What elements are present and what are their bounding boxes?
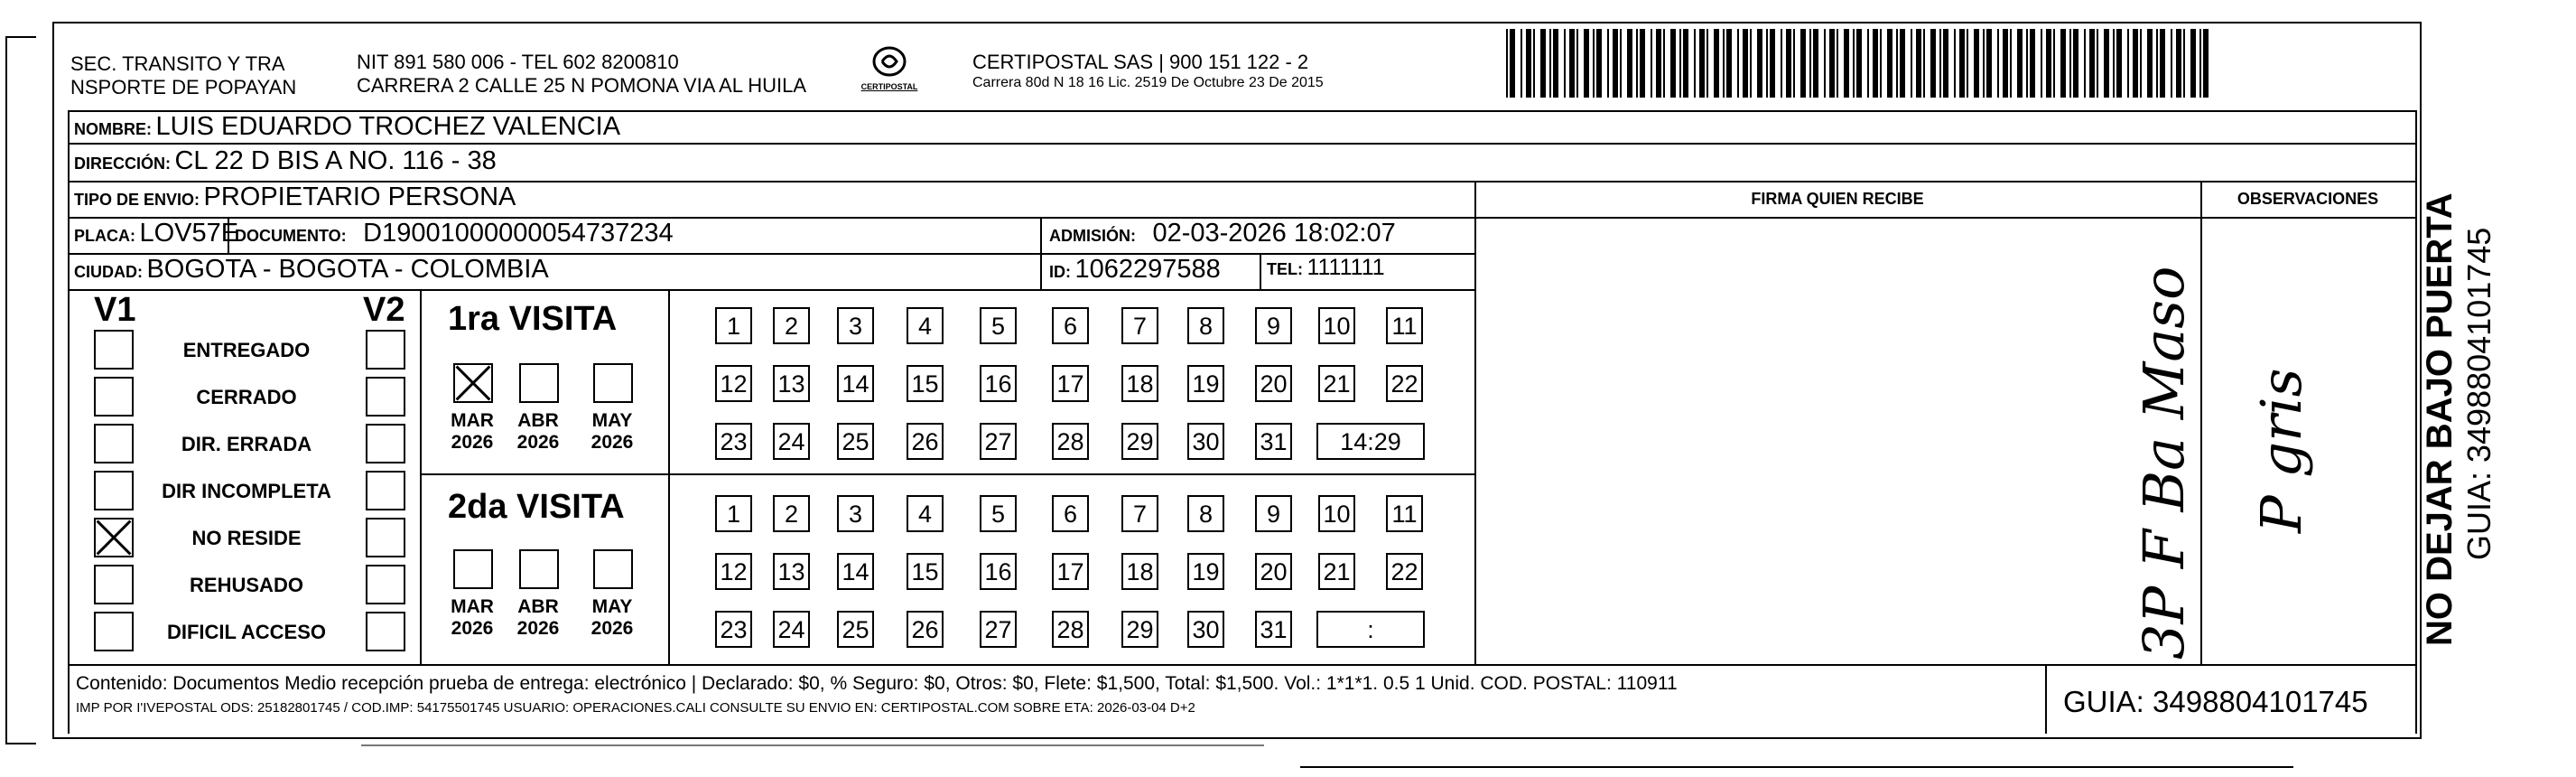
barcode-bar <box>2147 29 2153 98</box>
barcode-bar <box>2041 29 2042 98</box>
month-year: 2026 <box>516 432 560 453</box>
day-box: 26 <box>907 611 944 648</box>
barcode-bar <box>2140 29 2142 98</box>
day-box: 28 <box>1052 423 1089 460</box>
barcode-bar <box>1887 29 1892 98</box>
checkbox-v2 <box>366 377 405 417</box>
grid-line <box>2200 181 2202 664</box>
barcode-bar <box>1974 29 1979 98</box>
month-label: MAR <box>451 410 494 431</box>
day-box: 11 <box>1386 495 1423 532</box>
barcode-bar <box>2203 29 2209 98</box>
barcode <box>1506 0 2264 108</box>
side-guia: GUIA: 3498804101745 <box>2460 227 2497 560</box>
field-id: ID: 1062297588 <box>1049 255 1221 284</box>
day-box: 21 <box>1318 365 1355 402</box>
observation-handwriting: P gris <box>2248 368 2314 533</box>
field-direccion: DIRECCIÓN: CL 22 D BIS A NO. 116 - 38 <box>74 146 497 175</box>
barcode-bar <box>2113 29 2115 98</box>
checkbox-v2 <box>366 565 405 604</box>
barcode-bar <box>1613 29 1618 98</box>
day-box: 14 <box>837 365 874 402</box>
barcode-bar <box>1750 29 1752 98</box>
grid-line <box>2415 110 2417 734</box>
barcode-bar <box>1506 29 1508 98</box>
day-box: 6 <box>1052 307 1089 344</box>
day-box: 8 <box>1187 307 1224 344</box>
barcode-bar <box>1757 29 1762 98</box>
month-year: 2026 <box>451 432 494 453</box>
barcode-bar <box>1607 29 1609 98</box>
barcode-bar <box>1813 29 1818 98</box>
status-label: DIR INCOMPLETA <box>162 480 331 502</box>
day-box: 12 <box>715 365 752 402</box>
month-year: 2026 <box>451 618 494 639</box>
field-placa: PLACA: LOV57E <box>74 219 239 248</box>
day-box: 30 <box>1187 423 1224 460</box>
month-checkbox <box>519 549 559 589</box>
barcode-bar <box>1549 29 1551 98</box>
day-box: 3 <box>837 495 874 532</box>
day-box: 30 <box>1187 611 1224 648</box>
day-box: 2 <box>773 307 810 344</box>
barcode-bar <box>1663 29 1665 98</box>
visit2-title: 2da VISITA <box>448 488 625 526</box>
checkbox-v1 <box>94 471 134 510</box>
day-box: 4 <box>907 307 944 344</box>
field-admision: ADMISIÓN: 02-03-2026 18:02:07 <box>1049 219 1396 248</box>
time-box: : <box>1316 611 1425 648</box>
grid-line <box>68 289 1474 291</box>
day-box: 19 <box>1187 553 1224 590</box>
day-box: 10 <box>1318 495 1355 532</box>
day-box: 5 <box>980 495 1017 532</box>
footer-details: Contenido: Documentos Medio recepción prueba de entrega: electrónico | Declarado: $0, % Seguro: $0, Otros: $0, Flete: $1,500, Total: $1,500. Vol.: 1*1*1. 0.5 1 Unid. COD. POSTAL: 110911 IMP POR I'IVEPOSTAL ODS: 25182801745 / COD.IMP: 54175501745 USUARIO: OPERACIONES.CALI CONSULTE SU ENVIO EN: CERTIPOSTAL.COM SOBRE ETA: 2026-03-04 D+2 <box>76 673 1678 716</box>
barcode-bar <box>1540 29 1546 98</box>
barcode-bar <box>1916 29 1921 98</box>
barcode-bar <box>1726 29 1732 98</box>
barcode-bar <box>2156 29 2158 98</box>
checkbox-v2 <box>366 518 405 557</box>
month-label: MAY <box>591 596 633 617</box>
grid-line <box>68 664 2415 666</box>
day-box: 26 <box>907 423 944 460</box>
barcode-bar <box>2176 29 2181 98</box>
barcode-bar <box>2116 29 2122 98</box>
grid-line <box>1260 253 1261 289</box>
day-box: 11 <box>1386 307 1423 344</box>
barcode-bar <box>1896 29 1898 98</box>
checkbox-v2 <box>366 612 405 651</box>
day-box: 24 <box>773 423 810 460</box>
day-box: 17 <box>1052 365 1089 402</box>
day-box: 13 <box>773 553 810 590</box>
certipostal-logo: CERTIPOSTAL <box>858 45 921 99</box>
barcode-bar <box>2160 29 2165 98</box>
firma-header: FIRMA QUIEN RECIBE <box>1751 190 1924 208</box>
barcode-bar <box>1959 29 1965 98</box>
barcode-bar <box>1699 29 1705 98</box>
visit1-title: 1ra VISITA <box>448 300 618 338</box>
barcode-bar <box>1844 29 1849 98</box>
day-box: 8 <box>1187 495 1224 532</box>
barcode-bar <box>1829 29 1835 98</box>
barcode-bar <box>2053 29 2055 98</box>
day-box: 5 <box>980 307 1017 344</box>
grid-line <box>420 289 422 664</box>
day-box: 31 <box>1255 423 1292 460</box>
barcode-bar <box>1683 29 1688 98</box>
barcode-bar <box>1997 29 1999 98</box>
barcode-bar <box>1627 29 1632 98</box>
barcode-bar <box>2089 29 2095 98</box>
barcode-bar <box>1564 29 1566 98</box>
day-box: 3 <box>837 307 874 344</box>
day-box: 18 <box>1121 553 1158 590</box>
barcode-bar <box>1939 29 1941 98</box>
barcode-bar <box>1930 29 1936 98</box>
barcode-bar <box>2097 29 2098 98</box>
barcode-bar <box>1824 29 1826 98</box>
month-year: 2026 <box>591 432 634 453</box>
observaciones-header: OBSERVACIONES <box>2237 190 2379 208</box>
day-box: 15 <box>907 365 944 402</box>
day-box: 23 <box>715 611 752 648</box>
barcode-bar <box>1520 29 1522 98</box>
status-label: DIR. ERRADA <box>181 433 312 455</box>
day-box: 13 <box>773 365 810 402</box>
barcode-bar <box>2183 29 2185 98</box>
sender-contact: NIT 891 580 006 - TEL 602 8200810 CARRERA 2 CALLE 25 N POMONA VIA AL HUILA <box>357 51 807 97</box>
barcode-bar <box>2030 29 2035 98</box>
day-box: 24 <box>773 611 810 648</box>
grid-line <box>668 289 670 664</box>
day-box: 27 <box>980 611 1017 648</box>
day-box: 19 <box>1187 365 1224 402</box>
barcode-bar <box>1714 29 1719 98</box>
barcode-bar <box>1743 29 1748 98</box>
month-checkbox <box>519 363 559 403</box>
barcode-bar <box>2199 29 2201 98</box>
day-box: 12 <box>715 553 752 590</box>
barcode-bar <box>1781 29 1782 98</box>
barcode-bar <box>1636 29 1638 98</box>
barcode-bar <box>2017 29 2023 98</box>
barcode-bar <box>2060 29 2066 98</box>
month-label: MAY <box>591 410 633 431</box>
day-box: 1 <box>715 495 752 532</box>
day-box: 6 <box>1052 495 1089 532</box>
barcode-bar <box>1911 29 1912 98</box>
v1-header: V1 <box>94 291 136 329</box>
barcode-bar <box>1576 29 1578 98</box>
month-checkbox <box>593 549 633 589</box>
grid-line <box>420 473 1474 475</box>
day-box: 10 <box>1318 307 1355 344</box>
barcode-bar <box>1584 29 1589 98</box>
barcode-bar <box>1656 29 1661 98</box>
day-box: 25 <box>837 611 874 648</box>
day-box: 28 <box>1052 611 1089 648</box>
barcode-bar <box>2003 29 2008 98</box>
barcode-bar <box>2104 29 2109 98</box>
v2-header: V2 <box>363 291 405 329</box>
month-year: 2026 <box>591 618 634 639</box>
carrier-info: CERTIPOSTAL SAS | 900 151 122 - 2 Carrera 80d N 18 16 Lic. 2519 De Octubre 23 De 2015 <box>972 51 1324 90</box>
field-tel: TEL: 1111111 <box>1267 255 1385 280</box>
barcode-bar <box>1596 29 1602 98</box>
month-checkbox <box>453 363 493 403</box>
barcode-bar <box>2026 29 2028 98</box>
side-notice: NO DEJAR BAJO PUERTA <box>2420 192 2460 646</box>
barcode-bar <box>1694 29 1696 98</box>
status-label: NO RESIDE <box>191 527 302 549</box>
barcode-bar <box>1526 29 1531 98</box>
day-box: 31 <box>1255 611 1292 648</box>
day-box: 27 <box>980 423 1017 460</box>
barcode-bar <box>1786 29 1791 98</box>
barcode-bar <box>1620 29 1622 98</box>
barcode-bar <box>1800 29 1806 98</box>
day-box: 18 <box>1121 365 1158 402</box>
grid-line <box>1040 217 1042 289</box>
month-checkbox <box>453 549 493 589</box>
checkbox-v2 <box>366 471 405 510</box>
day-box: 23 <box>715 423 752 460</box>
barcode-bar <box>1837 29 1838 98</box>
day-box: 29 <box>1121 423 1158 460</box>
grid-line <box>1474 181 1476 664</box>
barcode-bar <box>1510 29 1515 98</box>
barcode-bar <box>1954 29 1956 98</box>
day-box: 9 <box>1255 307 1292 344</box>
barcode-bar <box>1593 29 1595 98</box>
barcode-bar <box>2171 29 2172 98</box>
day-box: 20 <box>1255 553 1292 590</box>
bottom-strip <box>361 744 1264 746</box>
barcode-bar <box>1943 29 1948 98</box>
barcode-bar <box>1986 29 1992 98</box>
day-box: 29 <box>1121 611 1158 648</box>
day-box: 22 <box>1386 553 1423 590</box>
barcode-bar <box>1880 29 1882 98</box>
barcode-bar <box>2084 29 2086 98</box>
barcode-bar <box>1670 29 1676 98</box>
day-box: 20 <box>1255 365 1292 402</box>
day-box: 15 <box>907 553 944 590</box>
barcode-bar <box>1770 29 1775 98</box>
barcode-bar <box>1867 29 1869 98</box>
barcode-bar <box>1923 29 1925 98</box>
status-label: REHUSADO <box>190 574 303 596</box>
month-checkbox <box>593 363 633 403</box>
month-label: MAR <box>451 596 494 617</box>
barcode-bar <box>1900 29 1905 98</box>
day-box: 2 <box>773 495 810 532</box>
barcode-bar <box>2073 29 2078 98</box>
barcode-bar <box>1553 29 1558 98</box>
day-box: 25 <box>837 423 874 460</box>
barcode-bar <box>1706 29 1708 98</box>
barcode-bar <box>2010 29 2012 98</box>
day-box: 1 <box>715 307 752 344</box>
barcode-bar <box>1640 29 1645 98</box>
checkbox-v1 <box>94 518 134 557</box>
day-box: 7 <box>1121 307 1158 344</box>
barcode-bar <box>1983 29 1985 98</box>
field-documento: DOCUMENTO: D19001000000054737234 <box>235 219 674 248</box>
day-box: 22 <box>1386 365 1423 402</box>
status-label: ENTREGADO <box>182 339 311 361</box>
checkbox-v1 <box>94 565 134 604</box>
barcode-bar <box>2069 29 2071 98</box>
grid-line <box>68 110 70 734</box>
barcode-bar <box>1967 29 1968 98</box>
barcode-bar <box>2127 29 2129 98</box>
checkbox-v1 <box>94 612 134 651</box>
barcode-bar <box>1569 29 1575 98</box>
barcode-bar <box>1793 29 1795 98</box>
checkbox-v2 <box>366 330 405 370</box>
left-border <box>5 36 36 744</box>
checkbox-v1 <box>94 377 134 417</box>
sender-name: SEC. TRANSITO Y TRA NSPORTE DE POPAYAN <box>70 52 297 98</box>
month-label: ABR <box>517 410 559 431</box>
day-box: 7 <box>1121 495 1158 532</box>
day-box: 16 <box>980 553 1017 590</box>
time-box: 14:29 <box>1316 423 1425 460</box>
month-label: ABR <box>517 596 559 617</box>
checkbox-v1 <box>94 330 134 370</box>
barcode-bar <box>1873 29 1878 98</box>
barcode-bar <box>1766 29 1768 98</box>
month-year: 2026 <box>516 618 560 639</box>
barcode-bar <box>1856 29 1862 98</box>
field-tipo-envio: TIPO DE ENVIO: PROPIETARIO PERSONA <box>74 183 516 211</box>
status-label: DIFICIL ACCESO <box>166 621 326 643</box>
barcode-bar <box>2133 29 2138 98</box>
day-box: 4 <box>907 495 944 532</box>
field-ciudad: CIUDAD: BOGOTA - BOGOTA - COLOMBIA <box>74 255 549 284</box>
footer-guia: GUIA: 3498804101745 <box>2063 685 2368 718</box>
barcode-bar <box>1723 29 1725 98</box>
barcode-bar <box>1651 29 1652 98</box>
grid-line <box>68 143 2415 145</box>
barcode-bar <box>1809 29 1811 98</box>
grid-line <box>2045 664 2047 734</box>
status-label: CERRADO <box>196 386 297 408</box>
barcode-bar <box>1853 29 1855 98</box>
barcode-bar <box>2046 29 2051 98</box>
day-box: 14 <box>837 553 874 590</box>
barcode-bar <box>1679 29 1681 98</box>
barcode-bar <box>1737 29 1739 98</box>
checkbox-v2 <box>366 424 405 463</box>
day-box: 17 <box>1052 553 1089 590</box>
day-box: 9 <box>1255 495 1292 532</box>
barcode-bar <box>1533 29 1535 98</box>
bottom-strip <box>1300 766 2293 768</box>
field-nombre: NOMBRE: LUIS EDUARDO TROCHEZ VALENCIA <box>74 112 621 141</box>
day-box: 21 <box>1318 553 1355 590</box>
checkbox-v1 <box>94 424 134 463</box>
day-box: 16 <box>980 365 1017 402</box>
barcode-bar <box>2190 29 2196 98</box>
signature-handwriting: 3P F Ba Maso <box>2131 266 2197 660</box>
